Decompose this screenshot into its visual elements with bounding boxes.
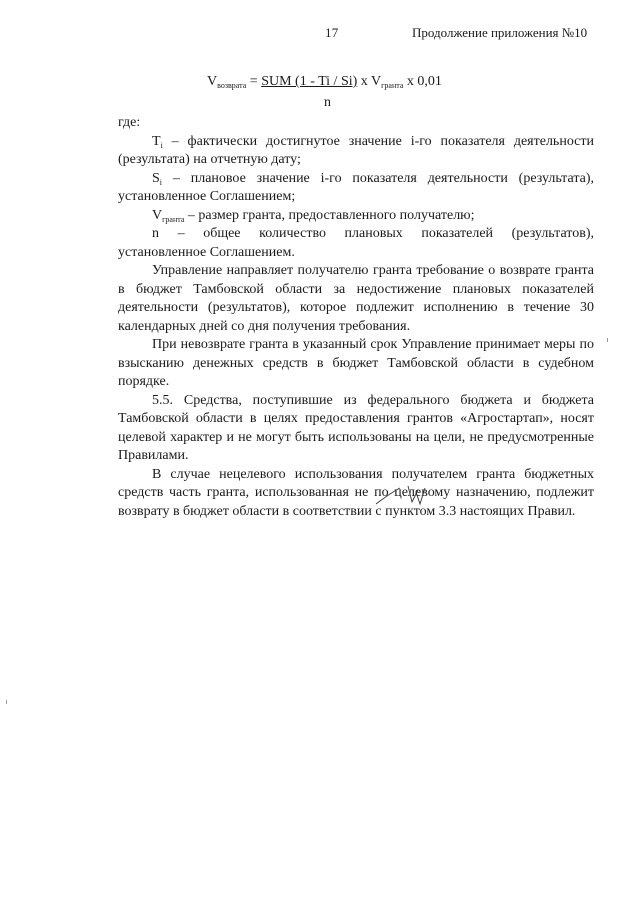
paragraph-misuse: В случае нецелевого использования получателем гранта бюджетных средств часть гранта, использованная не по целевому назначению, подлежит возврату в бюджет области в соответствии с пунктом 3.3 настоящих Правил. bbox=[118, 466, 594, 519]
formula-equals: = bbox=[246, 74, 262, 89]
paragraph-refund-demand: Управление направляет получателю гранта требование о возврате гранта в бюджет Тамбовской области за недостижение плановых показателей деятельности (результатов), которое подлежит исполнению в течение 30 календарных дней со дня получения требования. bbox=[118, 263, 594, 334]
formula-numerator: SUM (1 - Ti / Si) bbox=[261, 74, 358, 89]
formula-lhs: V bbox=[207, 74, 218, 89]
page-number: 17 bbox=[325, 25, 339, 40]
paragraph-5-5: 5.5. Средства, поступившие из федерального бюджета и бюджета Тамбовской области в целях предоставления грантов «Агростартап», носят целевой характер и не могут быть использованы на цели, не предусмотренные Правилами. bbox=[118, 392, 594, 463]
document-body bbox=[118, 114, 594, 521]
definition-v-text: – размер гранта, предоставленного получателю; bbox=[184, 207, 475, 223]
initials-signature bbox=[370, 480, 440, 510]
formula-coefficient: x 0,01 bbox=[403, 74, 442, 89]
definitions-intro: где: bbox=[118, 115, 141, 130]
definition-s-symbol: S bbox=[152, 170, 160, 186]
formula-denominator: n bbox=[324, 95, 331, 110]
definition-s-text: – плановое значение i-го показателя деятельности (результата), установленное Соглашением; bbox=[118, 170, 594, 204]
annex-continuation-label: Продолжение приложения №10 bbox=[412, 25, 588, 40]
paragraph-court-recovery: При невозврате гранта в указанный срок Управление принимает меры по взысканию денежных средств в бюджет Тамбовской области в судебном порядке. bbox=[118, 337, 594, 389]
definition-t-text: – фактически достигнутое значение i-го показателя деятельности (результата) на отчетную дату; bbox=[118, 133, 594, 167]
scan-mark bbox=[6, 700, 7, 704]
definition-s bbox=[118, 170, 594, 207]
definition-t bbox=[118, 133, 594, 170]
definition-v bbox=[118, 207, 594, 226]
formula-times-grant: x V bbox=[357, 74, 382, 89]
definition-v-subscript: гранта bbox=[162, 214, 185, 224]
formula-lhs-subscript: возврата bbox=[217, 81, 247, 90]
formula-grant-subscript: гранта bbox=[381, 81, 404, 90]
definition-t-subscript: i bbox=[160, 140, 163, 150]
definition-n: n – общее количество плановых показателей (результатов), установленное Соглашением. bbox=[118, 226, 594, 260]
definition-t-symbol: T bbox=[152, 133, 161, 149]
definition-s-subscript: i bbox=[159, 177, 163, 187]
refund-formula bbox=[207, 74, 442, 90]
scan-mark bbox=[607, 338, 608, 342]
definition-v-symbol: V bbox=[152, 207, 163, 223]
